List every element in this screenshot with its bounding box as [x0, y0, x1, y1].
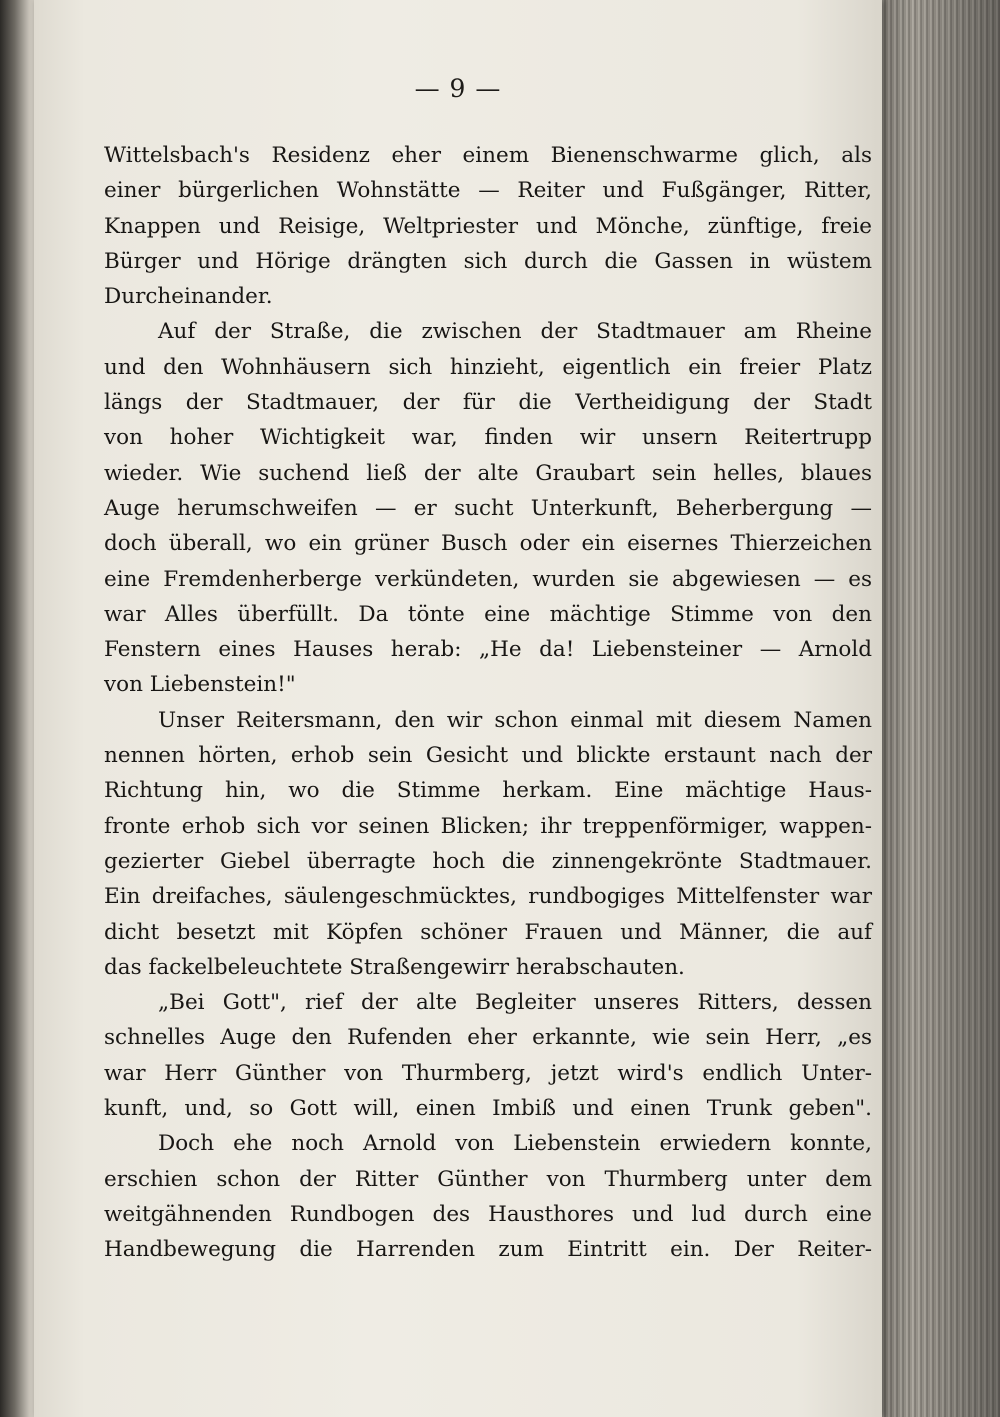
- text-line: kunft, und, so Gott will, einen Imbiß und einen Trunk geben".: [104, 1096, 872, 1122]
- text-line: Unser Reitersmann, den wir schon einmal mit diesem Namen: [158, 707, 872, 733]
- text-line: dicht besetzt mit Köpfen schöner Frauen und Männer, die auf: [104, 919, 872, 945]
- text-line: von hoher Wichtigkeit war, finden wir unsern Reitertrupp: [104, 425, 872, 451]
- text-line: doch überall, wo ein grüner Busch oder ein eisernes Thierzeichen: [104, 531, 872, 557]
- text-line: Auge herumschweifen — er sucht Unterkunft, Beherbergung —: [104, 495, 872, 521]
- page-number: — 9 —: [414, 74, 502, 103]
- text-line: Fenstern eines Hauses herab: „He da! Liebensteiner — Arnold: [104, 637, 872, 663]
- text-line: Handbewegung die Harrenden zum Eintritt ein. Der Reiter-: [104, 1237, 872, 1263]
- text-line: von Liebenstein!": [104, 672, 296, 698]
- text-line: und den Wohnhäusern sich hinzieht, eigentlich ein freier Platz: [104, 354, 872, 380]
- text-line: Richtung hin, wo die Stimme herkam. Eine mächtige Haus-: [104, 778, 872, 804]
- body-text: [104, 138, 872, 1268]
- text-line: erschien schon der Ritter Günther von Thurmberg unter dem: [104, 1166, 872, 1192]
- text-line: wieder. Wie suchend ließ der alte Graubart sein helles, blaues: [104, 460, 872, 486]
- text-line: einer bürgerlichen Wohnstätte — Reiter und Fußgänger, Ritter,: [104, 178, 872, 204]
- text-line: Auf der Straße, die zwischen der Stadtmauer am Rheine: [158, 319, 872, 345]
- text-line: Wittelsbach's Residenz eher einem Bienenschwarme glich, als: [104, 143, 872, 168]
- text-line: nennen hörten, erhob sein Gesicht und blickte erstaunt nach der: [104, 743, 872, 769]
- text-line: Bürger und Hörige drängten sich durch die Gassen in wüstem: [104, 248, 872, 274]
- text-line: weitgähnenden Rundbogen des Hausthores und lud durch eine: [104, 1201, 872, 1227]
- text-line: war Herr Günther von Thurmberg, jetzt wird's endlich Unter-: [104, 1060, 872, 1086]
- text-line: Ein dreifaches, säulengeschmücktes, rundbogiges Mittelfenster war: [104, 884, 872, 910]
- text-line: längs der Stadtmauer, der für die Vertheidigung der Stadt: [104, 390, 872, 416]
- book-page: [34, 0, 882, 1417]
- text-line: Doch ehe noch Arnold von Liebenstein erwiedern konnte,: [158, 1131, 872, 1157]
- text-line: schnelles Auge den Rufenden eher erkannte, wie sein Herr, „es: [104, 1025, 872, 1051]
- text-line: gezierter Giebel überragte hoch die zinnengekrönte Stadtmauer.: [104, 848, 872, 874]
- text-line: fronte erhob sich vor seinen Blicken; ihr treppenförmiger, wappen-: [104, 813, 872, 839]
- text-line: Durcheinander.: [104, 284, 273, 310]
- text-line: eine Fremdenherberge verkündeten, wurden sie abgewiesen — es: [104, 566, 872, 592]
- text-line: „Bei Gott", rief der alte Begleiter unseres Ritters, dessen: [158, 990, 872, 1016]
- text-line: das fackelbeleuchtete Straßengewirr herabschauten.: [104, 954, 685, 980]
- text-line: war Alles überfüllt. Da tönte eine mächtige Stimme von den: [104, 601, 872, 627]
- text-line: Knappen und Reisige, Weltpriester und Mönche, zünftige, freie: [104, 213, 872, 239]
- page-stack-shadow: [875, 0, 1000, 1417]
